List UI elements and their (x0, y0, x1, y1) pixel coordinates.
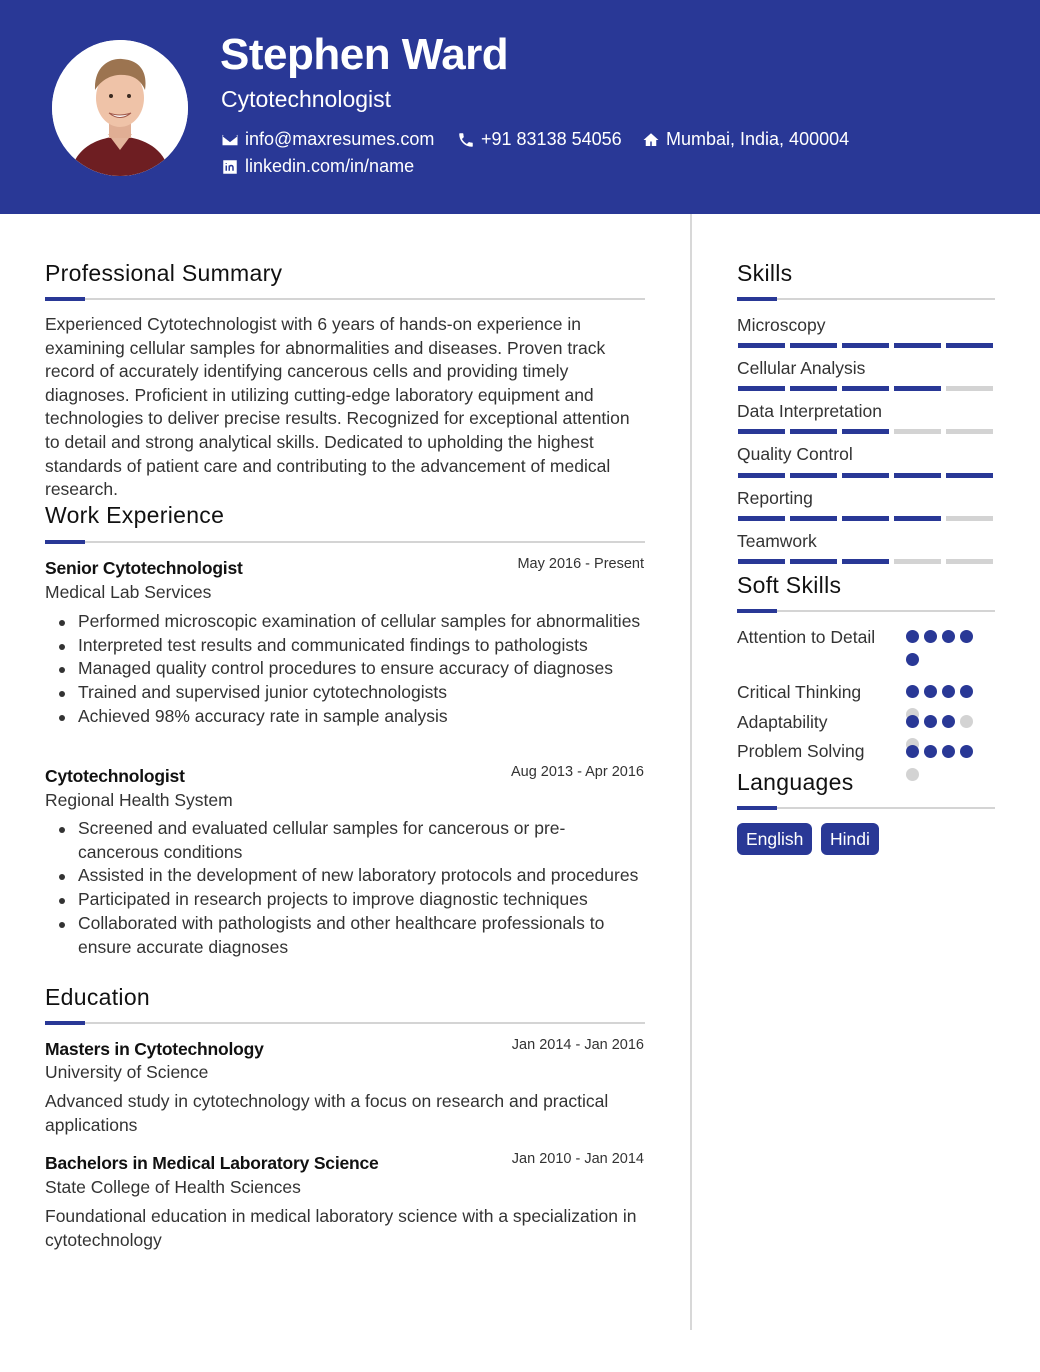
rating-dot (906, 653, 919, 666)
degree-dates: Jan 2010 - Jan 2014 (511, 1151, 644, 1167)
envelope-icon (221, 131, 239, 149)
skill-level-segment (946, 516, 993, 521)
soft-skill-name: Adaptability (737, 712, 828, 732)
soft-skill-rating (906, 630, 986, 666)
profile-photo (52, 40, 188, 176)
skill-level-bar (738, 516, 993, 521)
skill-level-segment (946, 473, 993, 478)
rating-dot (924, 630, 937, 643)
candidate-name: Stephen Ward (220, 30, 509, 79)
soft-skills-heading: Soft Skills (737, 572, 842, 598)
skill-name: Cellular Analysis (737, 358, 866, 378)
list-item: Participated in research projects to improve diagnostic techniques (45, 888, 645, 912)
soft-skills-rule (737, 610, 995, 612)
skill-level-segment (894, 559, 941, 564)
contact-email[interactable] (221, 129, 434, 150)
skill-name: Quality Control (737, 444, 853, 464)
skill-level-segment (894, 473, 941, 478)
rating-dot (924, 715, 937, 728)
summary-heading: Professional Summary (45, 260, 283, 286)
job-dates: Aug 2013 - Apr 2016 (510, 764, 644, 780)
rating-dot (960, 745, 973, 758)
degree-description: Foundational education in medical laboratory science with a specialization in cytotechnology (45, 1206, 637, 1250)
skill-level-segment (946, 559, 993, 564)
soft-skill-name: Critical Thinking (737, 682, 862, 702)
job-bullets (45, 817, 645, 959)
list-item: Managed quality control procedures to ensure accuracy of diagnoses (45, 657, 645, 681)
language-badge: English (737, 823, 812, 855)
skill-name: Teamwork (737, 531, 817, 551)
skill-level-segment (790, 343, 837, 348)
languages-rule (737, 807, 995, 809)
summary-rule (45, 298, 645, 300)
skill-level-segment (790, 559, 837, 564)
rating-dot (960, 715, 973, 728)
contact-location (642, 129, 849, 150)
skill-level-segment (946, 343, 993, 348)
contact-phone[interactable] (457, 129, 622, 150)
rating-dot (906, 745, 919, 758)
list-item: Interpreted test results and communicated findings to pathologists (45, 634, 645, 658)
skill-level-segment (842, 429, 889, 434)
skill-level-bar (738, 473, 993, 478)
candidate-title: Cytotechnologist (221, 86, 392, 112)
skill-level-segment (738, 516, 785, 521)
skill-level-segment (738, 429, 785, 434)
location-text: Mumbai, India, 400004 (666, 129, 850, 149)
rating-dot (906, 685, 919, 698)
skill-level-bar (738, 343, 993, 348)
degree-title: Bachelors in Medical Laboratory Science (45, 1153, 379, 1173)
job-title: Senior Cytotechnologist (45, 558, 243, 578)
skill-level-bar (738, 386, 993, 391)
experience-heading: Work Experience (45, 502, 225, 528)
rating-dot (960, 685, 973, 698)
education-heading: Education (45, 984, 150, 1010)
skill-level-segment (738, 473, 785, 478)
job-title: Cytotechnologist (45, 766, 185, 786)
job-company: Medical Lab Services (45, 582, 212, 602)
education-rule (45, 1022, 645, 1024)
linkedin-icon (221, 158, 239, 176)
skill-level-segment (894, 343, 941, 348)
rating-dot (960, 630, 973, 643)
language-badge: Hindi (821, 823, 879, 855)
soft-skill-name: Attention to Detail (737, 627, 876, 647)
contact-linkedin[interactable] (221, 156, 414, 177)
skill-level-bar (738, 429, 993, 434)
skill-level-segment (894, 429, 941, 434)
skill-level-segment (894, 516, 941, 521)
job-dates: May 2016 - Present (517, 556, 644, 572)
email-text: info@maxresumes.com (245, 129, 435, 149)
languages-heading: Languages (737, 769, 854, 795)
soft-skill-name: Problem Solving (737, 741, 865, 761)
rating-dot (942, 745, 955, 758)
rating-dot (906, 768, 919, 781)
skill-level-segment (738, 386, 785, 391)
list-item: Achieved 98% accuracy rate in sample analysis (45, 705, 645, 729)
skill-level-segment (842, 516, 889, 521)
skill-level-segment (842, 473, 889, 478)
skill-level-segment (790, 516, 837, 521)
rating-dot (942, 715, 955, 728)
skill-name: Reporting (737, 488, 813, 508)
skills-heading: Skills (737, 260, 793, 286)
summary-text: Experienced Cytotechnologist with 6 years of hands-on experience in examining cellular samples for abnormalities and diseases. Proven track record of accurately identifying cancerous cells and providing timely diagnoses. Proficient in utilizing cutting-edge laboratory equipment and technologies to deliver precise results. Recognized for exceptional attention to detail and strong analytical skills. Dedicated to upholding the highest standards of patient care and contributing to the advancement of medical research. (45, 314, 630, 500)
degree-description: Advanced study in cytotechnology with a focus on research and practical applications (45, 1091, 609, 1135)
school-name: State College of Health Sciences (45, 1177, 301, 1197)
rating-dot (906, 630, 919, 643)
rating-dot (924, 745, 937, 758)
skill-level-segment (790, 473, 837, 478)
header-banner (0, 0, 1040, 214)
job-company: Regional Health System (45, 790, 233, 810)
rating-dot (906, 715, 919, 728)
column-divider (690, 214, 692, 1330)
skill-level-segment (738, 343, 785, 348)
rating-dot (924, 685, 937, 698)
skill-level-segment (738, 559, 785, 564)
job-bullets (45, 610, 645, 729)
skill-level-bar (738, 559, 993, 564)
experience-rule (45, 541, 645, 543)
skill-level-segment (842, 386, 889, 391)
skill-level-segment (946, 429, 993, 434)
skill-level-segment (790, 429, 837, 434)
skill-level-segment (946, 386, 993, 391)
soft-skill-rating (906, 745, 986, 781)
phone-text: +91 83138 54056 (481, 129, 622, 149)
list-item: Performed microscopic examination of cellular samples for abnormalities (45, 610, 645, 634)
rating-dot (942, 630, 955, 643)
list-item: Assisted in the development of new laboratory protocols and procedures (45, 864, 645, 888)
skill-name: Microscopy (737, 315, 826, 335)
skill-level-segment (842, 343, 889, 348)
list-item: Collaborated with pathologists and other healthcare professionals to ensure accurate diagnoses (45, 912, 645, 959)
skill-level-segment (842, 559, 889, 564)
rating-dot (942, 685, 955, 698)
list-item: Trained and supervised junior cytotechnologists (45, 681, 645, 705)
school-name: University of Science (45, 1062, 209, 1082)
skill-name: Data Interpretation (737, 401, 882, 421)
skill-level-segment (790, 386, 837, 391)
degree-dates: Jan 2014 - Jan 2016 (511, 1037, 644, 1053)
degree-title: Masters in Cytotechnology (45, 1039, 264, 1059)
linkedin-text: linkedin.com/in/name (245, 156, 415, 176)
home-icon (642, 131, 660, 149)
phone-icon (457, 131, 475, 149)
skills-rule (737, 298, 995, 300)
skill-level-segment (894, 386, 941, 391)
list-item: Screened and evaluated cellular samples for cancerous or pre-cancerous conditions (45, 817, 645, 864)
